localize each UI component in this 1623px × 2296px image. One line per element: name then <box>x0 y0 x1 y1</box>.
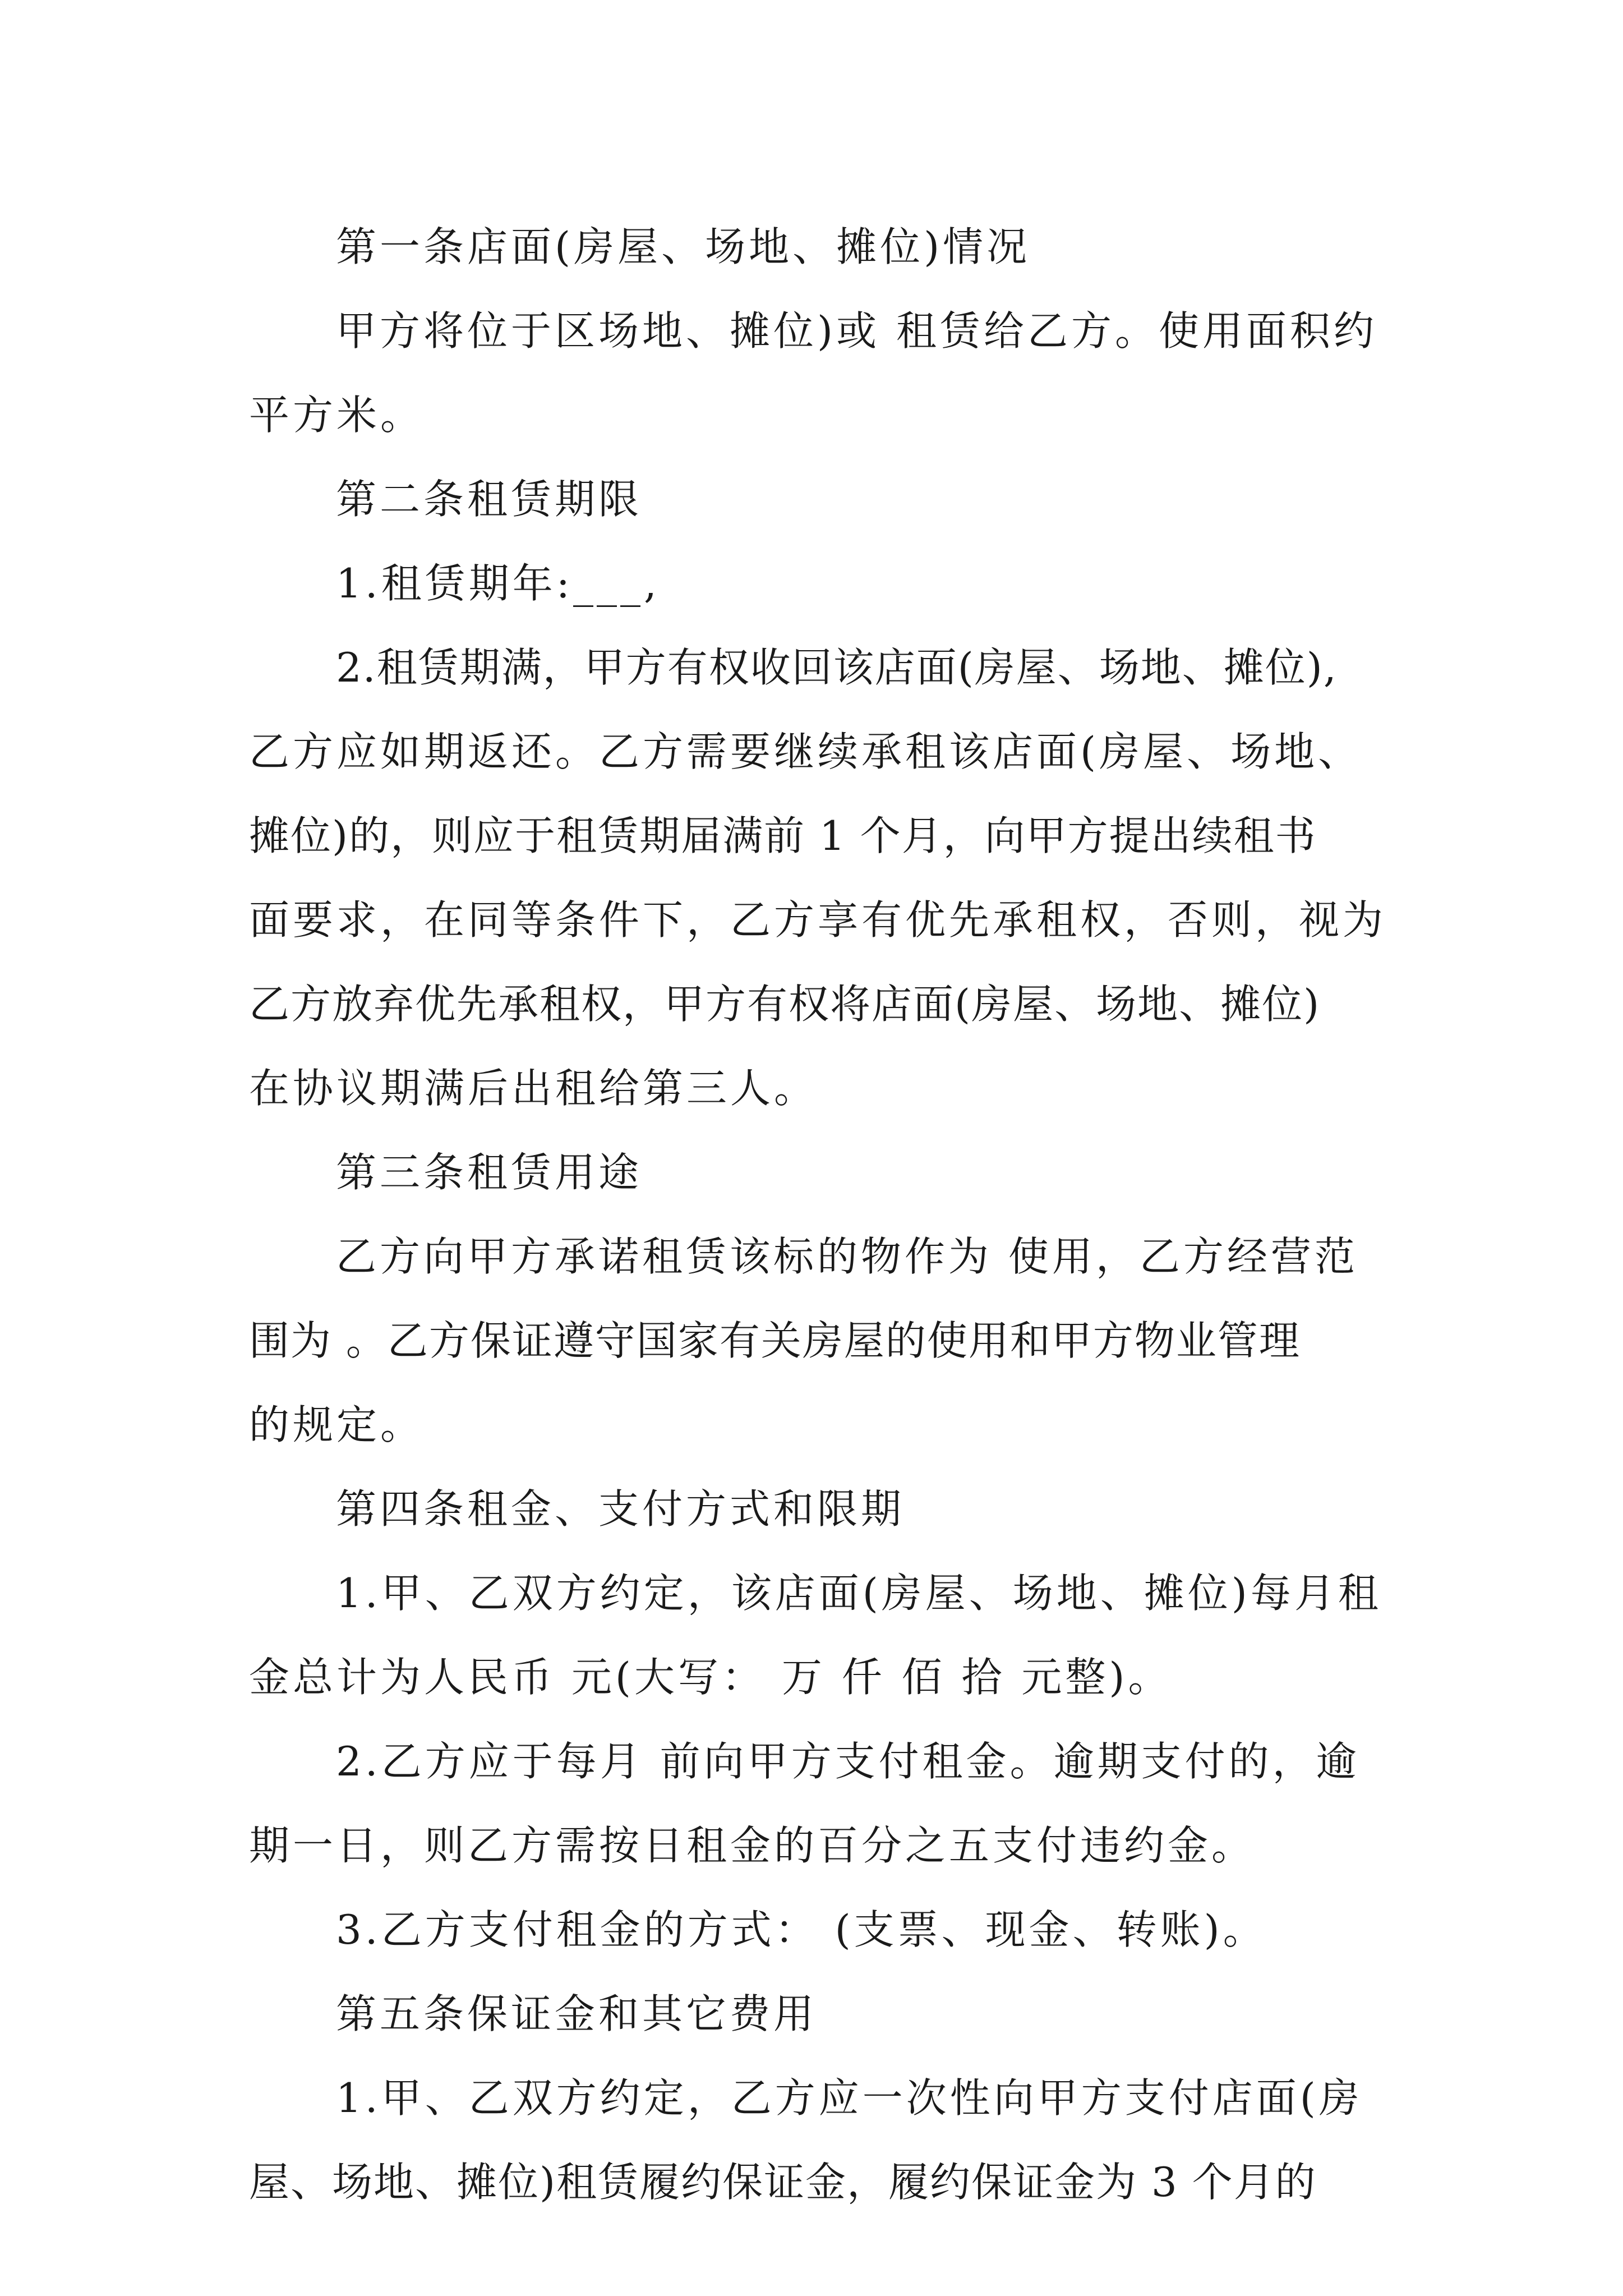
document-body <box>249 205 1438 2224</box>
heading-article-5: 第五条保证金和其它费用 <box>336 1990 818 2037</box>
heading-article-3: 第三条租赁用途 <box>336 1149 643 1196</box>
paragraph-line: 在协议期满后出租给第三人。 <box>249 1065 818 1112</box>
paragraph-line: 平方米。 <box>249 392 425 439</box>
paragraph-line: 乙方向甲方承诺租赁该标的物作为 使用，乙方经营范 <box>336 1233 1358 1280</box>
paragraph-line: 1.甲、乙双方约定，该店面(房屋、场地、摊位)每月租 <box>336 1570 1382 1617</box>
paragraph-line: 1.租赁期年:___, <box>336 560 660 607</box>
paragraph-line: 围为 。乙方保证遵守国家有关房屋的使用和甲方物业管理 <box>249 1317 1301 1364</box>
paragraph-line: 3.乙方支付租金的方式： (支票、现金、转账)。 <box>336 1906 1267 1953</box>
paragraph-line: 1.甲、乙双方约定，乙方应一次性向甲方支付店面(房 <box>336 2074 1363 2122</box>
paragraph-line: 屋、场地、摊位)租赁履约保证金，履约保证金为 3 个月的 <box>249 2159 1317 2206</box>
paragraph-line: 乙方应如期返还。乙方需要继续承租该店面(房屋、场地、 <box>249 728 1362 775</box>
heading-article-2: 第二条租赁期限 <box>336 476 643 523</box>
paragraph-line: 面要求，在同等条件下，乙方享有优先承租权，否则，视为 <box>249 896 1387 944</box>
paragraph-line: 期一日，则乙方需按日租金的百分之五支付违约金。 <box>249 1822 1256 1869</box>
paragraph-line: 乙方放弃优先承租权，甲方有权将店面(房屋、场地、摊位) <box>249 981 1321 1028</box>
paragraph-line: 的规定。 <box>249 1401 425 1448</box>
heading-article-4: 第四条租金、支付方式和限期 <box>336 1485 905 1533</box>
paragraph-line: 2.租赁期满，甲方有权收回该店面(房屋、场地、摊位), <box>336 644 1338 691</box>
paragraph-line: 摊位)的，则应于租赁期届满前 1 个月，向甲方提出续租书 <box>249 812 1317 859</box>
paragraph-line: 金总计为人民币 元(大写： 万 仟 佰 拾 元整)。 <box>249 1654 1172 1701</box>
heading-article-1: 第一条店面(房屋、场地、摊位)情况 <box>336 223 1031 270</box>
paragraph-line: 2.乙方应于每月 前向甲方支付租金。逾期支付的，逾 <box>336 1738 1360 1785</box>
paragraph-line: 甲方将位于区场地、摊位)或 租赁给乙方。使用面积约 <box>336 307 1377 355</box>
